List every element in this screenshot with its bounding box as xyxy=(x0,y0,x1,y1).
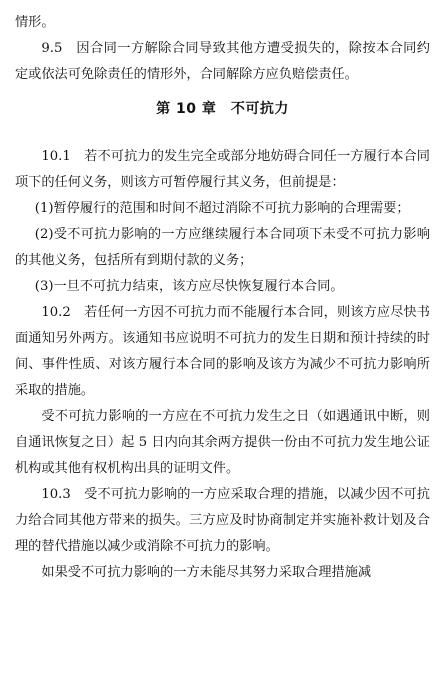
list-item-10-1-3: (3)一旦不可抗力结束，该方应尽快恢复履行本合同。 xyxy=(34,279,344,294)
paragraph-10-2-evidence: 受不可抗力影响的一方应在不可抗力发生之日（如遇通讯中断，则自通讯恢复之日）起 5 日内向其余两方提供一份由不可抗力发生地公证机构或其他有权机构出具的证明文件。 xyxy=(15,409,430,476)
paragraph-10-3-continued: 如果受不可抗力影响的一方未能尽其努力采取合理措施减 xyxy=(41,565,372,580)
list-item-10-1-2: (2)受不可抗力影响的一方应继续履行本合同项下未受不可抗力影响的其他义务，包括所有到期付款的义务； xyxy=(15,227,430,268)
paragraph-10-1-intro: 10.1 若不可抗力的发生完全或部分地妨碍合同任一方履行本合同项下的任何义务，则该方可暂停履行其义务，但前提是： xyxy=(15,149,430,190)
paragraph-10-3: 10.3 受不可抗力影响的一方应采取合理的措施，以减少因不可抗力给合同其他方带来的损失。三方应及时协商制定并实施补救计划及合理的替代措施以减少或消除不可抗力的影响。 xyxy=(15,487,430,554)
list-item-10-1-1: (1)暂停履行的范围和时间不超过消除不可抗力影响的合理需要； xyxy=(34,201,410,216)
paragraph-10-2: 10.2 若任何一方因不可抗力而不能履行本合同，则该方应尽快书面通知另外两方。该通知书应说明不可抗力的发生日期和预计持续的时间、事件性质、对该方履行本合同的影响及该方为减少不可抗力影响所采取的措施。 xyxy=(15,305,430,398)
chapter-heading: 第 10 章 不可抗力 xyxy=(156,101,289,117)
paragraph-continuation: 情形。 xyxy=(15,15,55,30)
paragraph-9-5: 9.5 因合同一方解除合同导致其他方遭受损失的，除按本合同约定或依法可免除责任的情形外，合同解除方应负赔偿责任。 xyxy=(15,41,430,82)
